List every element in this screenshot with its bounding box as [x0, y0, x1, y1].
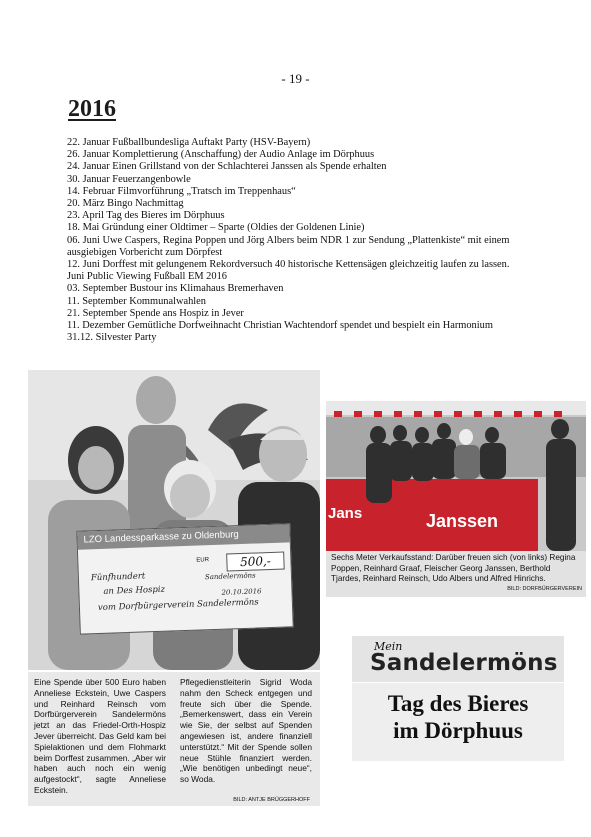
event-item: 03. September Bustour ins Klimahaus Bremerhaven — [67, 283, 284, 295]
article-headline — [352, 683, 564, 761]
page-number: - 19 - — [281, 71, 310, 86]
year-heading: 2016 — [68, 96, 116, 122]
sales-stand-caption — [326, 551, 586, 597]
photo-credit: BILD: ANTJE BRÜGGERHOFF — [233, 797, 310, 803]
caption-text: Sechs Meter Verkaufsstand: Darüber freuen sich (von links) Regina Poppen, Reinhard Graaf, Fleischer Georg Janssen, Berthold Tjardes, Reinhard Reinsch, Udo Albers und Alfred Hinrichs. — [331, 553, 576, 584]
masthead-prefix: Mein — [374, 640, 403, 653]
event-item: Juni Public Viewing Fußball EM 2016 — [67, 271, 227, 283]
banner-text-right: Janssen — [426, 511, 499, 531]
currency-label: EUR — [196, 557, 210, 564]
banner-text-left: Jans — [328, 505, 363, 522]
headline-line-2: im Dörphuus — [393, 718, 523, 743]
event-item: 12. Juni Dorffest mit gelungenem Rekordversuch 40 historische Kettensägen gleichzeitig laufen zu lassen. — [67, 259, 510, 271]
headline-text — [352, 690, 564, 744]
sales-stand-photo — [326, 401, 586, 551]
event-item: 31.12. Silvester Party — [67, 332, 157, 344]
donation-cheque — [76, 523, 293, 634]
event-item: 22. Januar Fußballbundesliga Auftakt Party (HSV-Bayern) — [67, 137, 311, 148]
event-item: 06. Juni Uwe Caspers, Regina Poppen und Jörg Albers beim NDR 1 zur Sendung „Plattenkiste“ mit einem ausgiebigen Vorbericht zum Dörpfest — [67, 234, 510, 258]
article-column-2: Pflegedienstleiterin Sigrid Woda nahm den Scheck entgegen und freute sich über die Spende. „Bemerkenswert, dass ein Verein wie Sie, der selbst auf Spenden angewiesen ist, andere finanziell unterstützt.“ Mit der Spende sollen neue Stühle finanziert werden. „Wie benötigen unbedingt neue“, so Woda. — [180, 677, 312, 785]
event-item: 30. Januar Feuerzangenbowle — [67, 173, 191, 185]
cheque-from: vom Dorfbürgerverein Sandelermöns — [97, 597, 259, 614]
photo-credit: BILD: DORFBÜRGERVEREIN — [507, 586, 582, 593]
newspaper-masthead — [352, 636, 564, 682]
headline-line-1: Tag des Bieres — [387, 691, 529, 716]
event-item: 26. Januar Komplettierung (Anschaffung) der Audio Anlage im Dörphuus — [67, 149, 375, 161]
event-item: 20. März Bingo Nachmittag — [67, 198, 184, 210]
cheque-date: 20.10.2016 — [221, 587, 262, 597]
cheque-payee: an Des Hospiz — [103, 584, 166, 597]
event-item: 18. Mai Gründung einer Oldtimer – Sparte (Oldies der Goldenen Linie) — [67, 222, 365, 234]
event-item: 21. September Spende ans Hospiz in Jever — [67, 307, 244, 319]
event-item: 23. April Tag des Bieres im Dörphuus — [67, 210, 225, 222]
hospice-donation-article — [28, 672, 320, 806]
bank-name: LZO Landessparkasse zu Oldenburg — [77, 524, 289, 549]
event-item: 11. Dezember Gemütliche Dorfweihnacht Christian Wachtendorf spendet und bespielt ein Harmonium — [67, 320, 493, 332]
event-item: 14. Februar Filmvorführung „Tratsch im Treppenhaus“ — [67, 185, 296, 197]
event-list — [67, 137, 537, 344]
cheque-amount-words: Fünfhundert — [90, 571, 146, 584]
event-item: 11. September Kommunalwahlen — [67, 295, 206, 307]
cheque-amount: 500,- — [226, 552, 285, 572]
event-item: 24. Januar Einen Grillstand von der Schlachterei Janssen als Spende erhalten — [67, 161, 387, 173]
masthead-title: Sandelermöns — [370, 650, 558, 676]
article-column-1: Eine Spende über 500 Euro haben Anneliese Eckstein, Uwe Caspers und Reinhard Reinsch vom Dorfbürgerverein Sandelermöns jetzt an das Friedel-Orth-Hospiz Jever überreicht. Das Geld kam bei Spielaktionen und dem Flohmarkt beim Dorffest zusammen. „Aber wir haben auch noch ein wenig aufgestockt“, sagte Anneliese Eckstein. — [34, 677, 166, 795]
cheque-place: Sandelermöns — [204, 571, 256, 582]
